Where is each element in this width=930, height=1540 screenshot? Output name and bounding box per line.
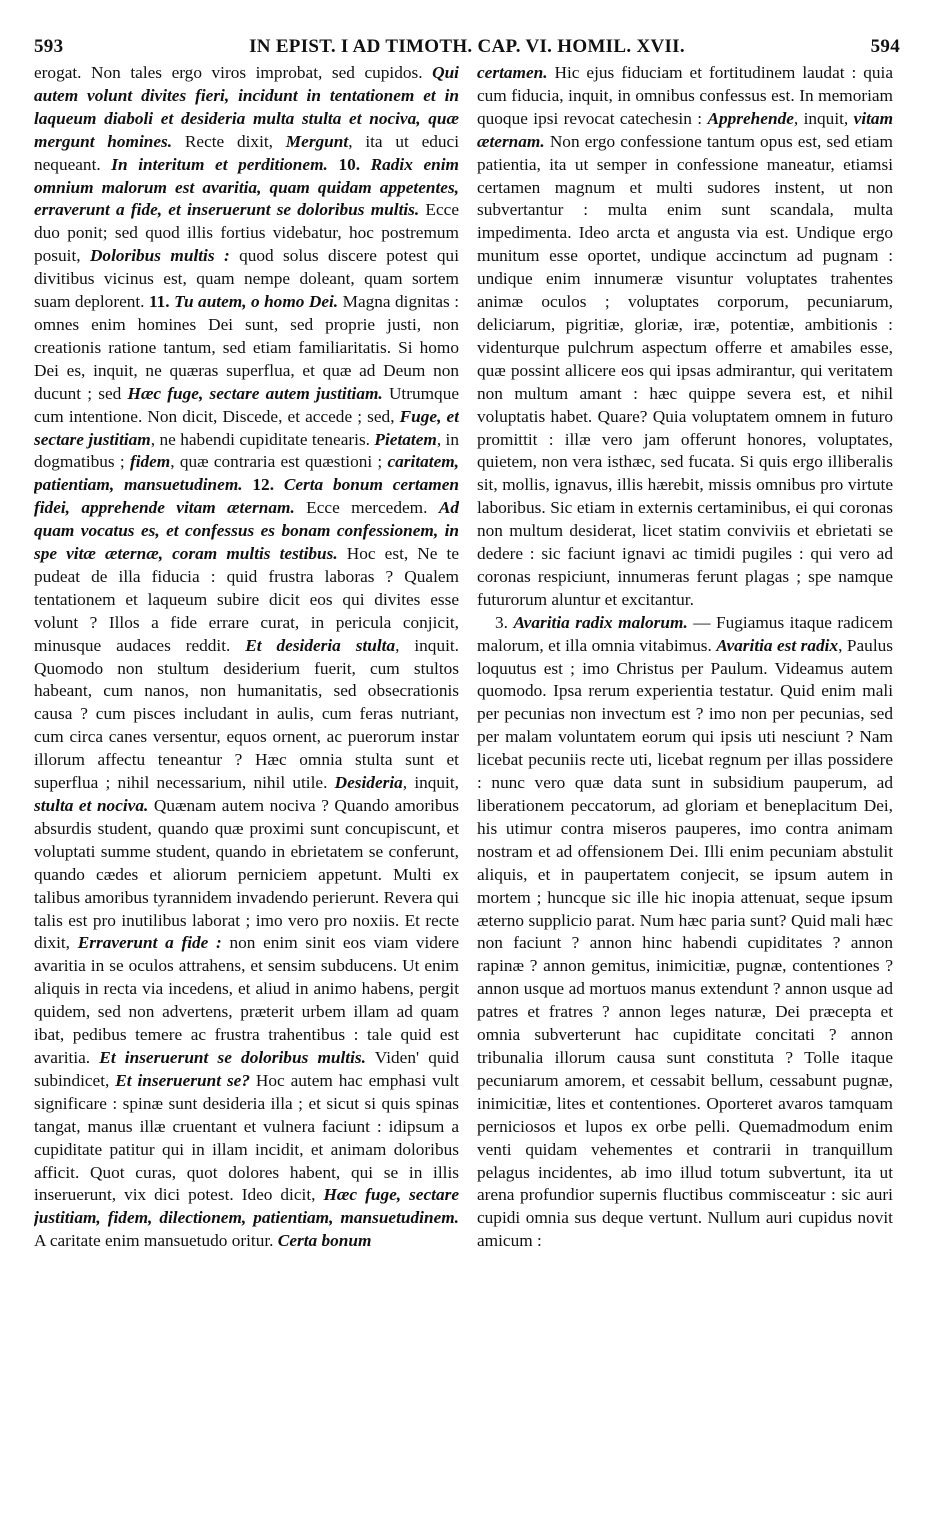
text-run: , in dogmatibus ; (34, 429, 459, 472)
scripture-quote: Certa bonum (277, 1231, 372, 1251)
text-run (328, 155, 339, 174)
scripture-quote: Apprehende (707, 108, 794, 128)
scripture-quote: Avaritia est radix (716, 635, 839, 655)
text-run: , quæ contraria est quæstioni ; (170, 452, 388, 472)
text-run (360, 155, 371, 174)
text-run: , ita ut educi nequeant. (34, 131, 459, 174)
scripture-quote: Hæc fuge, sectare justitiam, fidem, dilectionem, patientiam, mansuetudinem. (34, 1185, 459, 1228)
scripture-quote: In interitum et perditionem. (111, 154, 328, 174)
verse-number: 10. (338, 154, 361, 174)
scripture-quote: certamen. (477, 63, 548, 82)
text-run: — Fugiamus itaque radicem malorum, et illa omnia vitabimus. (477, 612, 893, 655)
scripture-quote: Radix enim omnium malorum est avaritia, quam quidam appetentes, erraverunt a fide, et inseruerunt se doloribus multis. (34, 154, 459, 220)
right-column (477, 62, 893, 1522)
scripture-quote: Certa bonum certamen fidei, apprehende vitam æternam. (34, 475, 459, 518)
text-run: , ne habendi cupiditate tenearis. (150, 429, 375, 449)
scripture-quote: Pietatem (374, 429, 437, 449)
scripture-quote: Desideria (334, 773, 403, 793)
scripture-quote: Ad quam vocatus es, et confessus es bonam confessionem, in spe vitæ æternæ, coram multis testibus. (34, 498, 459, 564)
running-header (34, 36, 900, 62)
text-run: Viden' quid subindicet, (34, 1047, 459, 1090)
verse-number: 12. (252, 475, 275, 495)
text-run: Hoc autem hac emphasi vult significare : spinæ sunt desideria illa ; et sicut si quis spinas tangat, manus illæ cruentant et vulnera faciunt : idipsum a cupiditate patitur qui in illam incidit, et animam doloribus afficit. Quot curas, quot dolores habent, qui se in illis inseruerunt, vix dici potest. Ideo dicit, (34, 1070, 459, 1205)
page-number-left: 593 (34, 36, 64, 57)
text-run: Ecce duo ponit; sed quod illis fortius videbatur, hoc postremum posuit, (34, 200, 459, 266)
scripture-quote: caritatem, patientiam, mansuetudinem. (34, 452, 459, 495)
text-run (243, 475, 253, 494)
text-run: non enim sinit eos viam videre avaritia in se oculos attrahens, et sensim subducens. Ut enim aliquis in recta via incedens, et aliud in animo habens, pergit quidem, sed non advertens, præterit urbem illam ad quam ibat, pedibus temere ac frustra trahentibus : tale quid est avaritia. (34, 933, 459, 1067)
text-run: Utrumque cum intentione. Non dicit, Discede, et accede ; sed, (34, 383, 459, 426)
scripture-quote: Doloribus multis : (89, 246, 230, 266)
scripture-quote: Et inseruerunt se? (115, 1070, 250, 1090)
right-column-paragraph-1 (477, 62, 893, 612)
left-column-text (34, 62, 459, 1253)
scripture-quote: vitam æternam. (477, 108, 893, 151)
text-run: Hic ejus fiduciam et fortitudinem laudat : quia cum fiducia, inquit, in omnibus confessus est. In memoriam quoque ipsi revocat catechesin : (477, 63, 893, 128)
scripture-quote: Fuge, et sectare justitiam (34, 406, 459, 449)
text-run: Ecce mercedem. (294, 498, 439, 518)
right-column-paragraph-2 (477, 612, 893, 1253)
text-run: erogat. Non tales ergo viros improbat, sed cupidos. (34, 63, 433, 82)
scripture-quote: fidem (129, 452, 171, 472)
page-number-right: 594 (870, 36, 900, 57)
scripture-quote: Mergunt (285, 131, 349, 151)
section-number: 3. (495, 612, 514, 632)
scripture-quote: Et inseruerunt se doloribus multis. (99, 1047, 366, 1067)
scripture-quote: Hæc fuge, sectare autem justitiam. (127, 383, 383, 403)
verse-number: 11. (148, 292, 170, 312)
scripture-quote: Tu autem, o homo Dei. (174, 292, 339, 312)
scripture-quote: Erraverunt a fide : (77, 933, 222, 953)
scripture-quote: stulta et nociva. (34, 796, 149, 815)
left-column (34, 62, 459, 1522)
section-heading: Avaritia radix malorum. (513, 612, 688, 632)
text-run: , inquit. Quomodo non stultum desiderium fuerit, cum stultos habeant, cum nanos, non humanitatis, sed obsecrationis causa ? cum pisces includant in aulis, cum feras nutriant, cum circa canes versentur, equos ornent, ac puerorum instar illorum affectu teneantur ? Hæc omnia stulta sunt et superflua ; nihil necessarium, nihil utile. (34, 635, 459, 793)
text-run: , inquit, (793, 108, 854, 128)
text-run: Non ergo confessione tantum opus est, sed etiam patientia, ita ut semper in confessione maneatur, etiamsi certamen magnum et multi sudores instent, ut non subvertantur : multa enim sunt scandala, multa impedimenta. Ideo arcta et angusta via est. Undique ergo munitum esse oportet, undique accinctum ad pugnam : undique enim innumeræ visuntur voluptates trahentes animæ oculos ; voluptates corporum, pecuniarum, deliciarum, pigritiæ, gloriæ, iræ, potentiæ, ambitionis : videnturque pulchrum aspectum offerre et amabiles esse, quæ possint allicere eos qui ipsas admirantur, qui veritatem non multum amant : hæc quippe severa est, et nihil voluptatis habet. Quare? Quia voluptatem omnem in futuro promittit : illæ vero jam offerunt honores, voluptates, quietem, non vera isthæc, sed fucata. Si quis ergo illiberalis sit, mollis, ignavus, illis hærebit, missis omnibus pro virtute laboribus. Sic etiam in externis certaminibus, ei qui coronas non multum desiderat, licet statim conviviis et ebrietati se dedere : sic faciunt ignavi ac timidi pugiles : qui vero ad coronas respiciunt, innumeras ferunt plagas ; spe namque futurorum aluntur et excitantur. (477, 131, 893, 609)
running-title: IN EPIST. I AD TIMOTH. CAP. VI. HOMIL. XVII. (249, 36, 685, 57)
text-run: A caritate enim mansuetudo oritur. (34, 1231, 278, 1251)
text-run (274, 475, 284, 494)
text-run: Magna dignitas : omnes enim homines Dei sunt, sed proprie justi, non creationis ratione tantum, sed etiam familiaritatis. Si homo Dei es, inquit, ne quæras superflua, et quæ ad Deum non ducunt ; sed (34, 292, 459, 403)
text-run: Hoc est, Ne te pudeat de illa fiducia : quid frustra laboras ? Qualem tentationem et laqueum subire dicit eos qui divites esse volunt ? Illos a fide errare curat, in pericula conjicit, minusque audaces reddit. (34, 544, 459, 655)
text-run: , inquit, (402, 773, 459, 793)
text-run: quod solus discere potest qui divitibus vicinus est, quam nempe doleant, quam sortem suam deplorent. (34, 246, 459, 312)
scripture-quote: Et desideria stulta (245, 635, 396, 655)
text-run: Quænam autem nociva ? Quando amoribus absurdis student, quando quæ proximi sunt concupiscunt, et voluptati summe student, quando in ebrietatem se conferunt, quando cædes et aliorum perniciem appetunt. Multi ex talibus amoribus tyrannidem invadendo perierunt. Revera qui talis est pro inutilibus laborat ; imo vero pro noxiis. Et recte dixit, (34, 796, 459, 953)
text-run: Recte dixit, (172, 131, 286, 151)
text-run: , Paulus loquutus est ; imo Christus per Paulum. Videamus autem quomodo. Ipsa rerum experientia testatur. Quid enim mali per pecunias non invectum est ? imo non per pecunias, sed per malam voluntatem eorum qui ipsis uti nesciunt ? Nam licebat pecuniis recte uti, licebat regnum per illas possidere : nunc vero quæ data sunt in subsidium pauperum, ad liberationem peccatorum, ad gloriam et beneplacitum Dei, his utimur contra miseros pauperes, imo contra animam nostram et ad offensionem Dei. Illi enim pecuniam abstulit aliquis, et in paupertatem conjecit, se ipsum autem in mortem ; huncque sic ille hic inopia attenuat, seque ipsum æterno supplicio parat. Num hæc paria sunt? Quid mali hæc non faciunt ? annon hinc habendi cupiditates ? annon rapinæ ? annon gemitus, inimicitiæ, pugnæ, contentiones ? annon usque ad mortuos manus extendunt ? annon usque ad patres et fratres ? annon leges naturæ, Dei præcepta et omnia subverterunt hac cupiditate concitati ? annon tribunalia illorum causa sunt constituta ? Tolle itaque pecuniarum amorem, et cessabit bellum, cessabunt pugnæ, inimicitiæ, lites et contentiones. Oporteret avaros tamquam perniciosos et lupos ex orbe pelli. Quemadmodum enim venti quidam vehementes et contrarii in tranquillum pelagus incidentes, ab imo illud totum subvertunt, ita ut arena profundior supernis fluctibus commisceatur : sic auri cupidi omnia sus deque vertunt. Nullum auri cupidus novit amicum : (477, 635, 893, 1251)
scripture-quote: Qui autem volunt divites fieri, incidunt in tentationem et in laqueum diaboli et desideria multa stulta et nociva, quæ mergunt homines. (34, 63, 459, 151)
